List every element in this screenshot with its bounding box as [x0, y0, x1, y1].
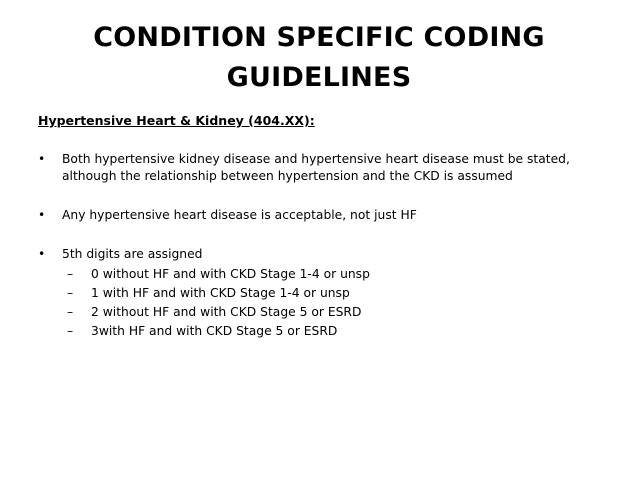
section-heading: Hypertensive Heart & Kidney (404.XX): [38, 113, 315, 128]
bullet-text-line: although the relationship between hypertension and the CKD is assumed [62, 169, 513, 183]
dash-marker: – [67, 324, 74, 338]
bullet-item [38, 151, 608, 185]
sub-bullet-text: 1 with HF and with CKD Stage 1-4 or unsp [91, 286, 350, 300]
sub-bullet-text: 2 without HF and with CKD Stage 5 or ESRD [91, 305, 362, 319]
bullet-text-line: 5th digits are assigned [62, 247, 203, 261]
dash-marker: – [67, 305, 74, 319]
slide-title [60, 18, 578, 98]
sub-bullet-item [67, 322, 608, 341]
sub-bullet-item [67, 284, 608, 303]
bullet-marker: • [38, 247, 46, 261]
sub-bullet-text: 0 without HF and with CKD Stage 1-4 or unsp [91, 267, 370, 281]
sub-bullet-text: 3with HF and with CKD Stage 5 or ESRD [91, 324, 338, 338]
sub-bullet-list [62, 265, 608, 341]
bullet-text-line: Any hypertensive heart disease is acceptable, not just HF [62, 208, 417, 222]
sub-bullet-item [67, 265, 608, 284]
bullet-list [38, 151, 608, 363]
bullet-item [38, 246, 608, 341]
bullet-text-line: Both hypertensive kidney disease and hypertensive heart disease must be stated, [62, 152, 570, 166]
bullet-marker: • [38, 208, 46, 222]
slide-title-line-2: GUIDELINES [226, 62, 412, 93]
sub-bullet-item [67, 303, 608, 322]
bullet-marker: • [38, 152, 46, 166]
slide-title-line-1: CONDITION SPECIFIC CODING [93, 22, 545, 53]
dash-marker: – [67, 267, 74, 281]
bullet-item [38, 207, 608, 224]
dash-marker: – [67, 286, 74, 300]
